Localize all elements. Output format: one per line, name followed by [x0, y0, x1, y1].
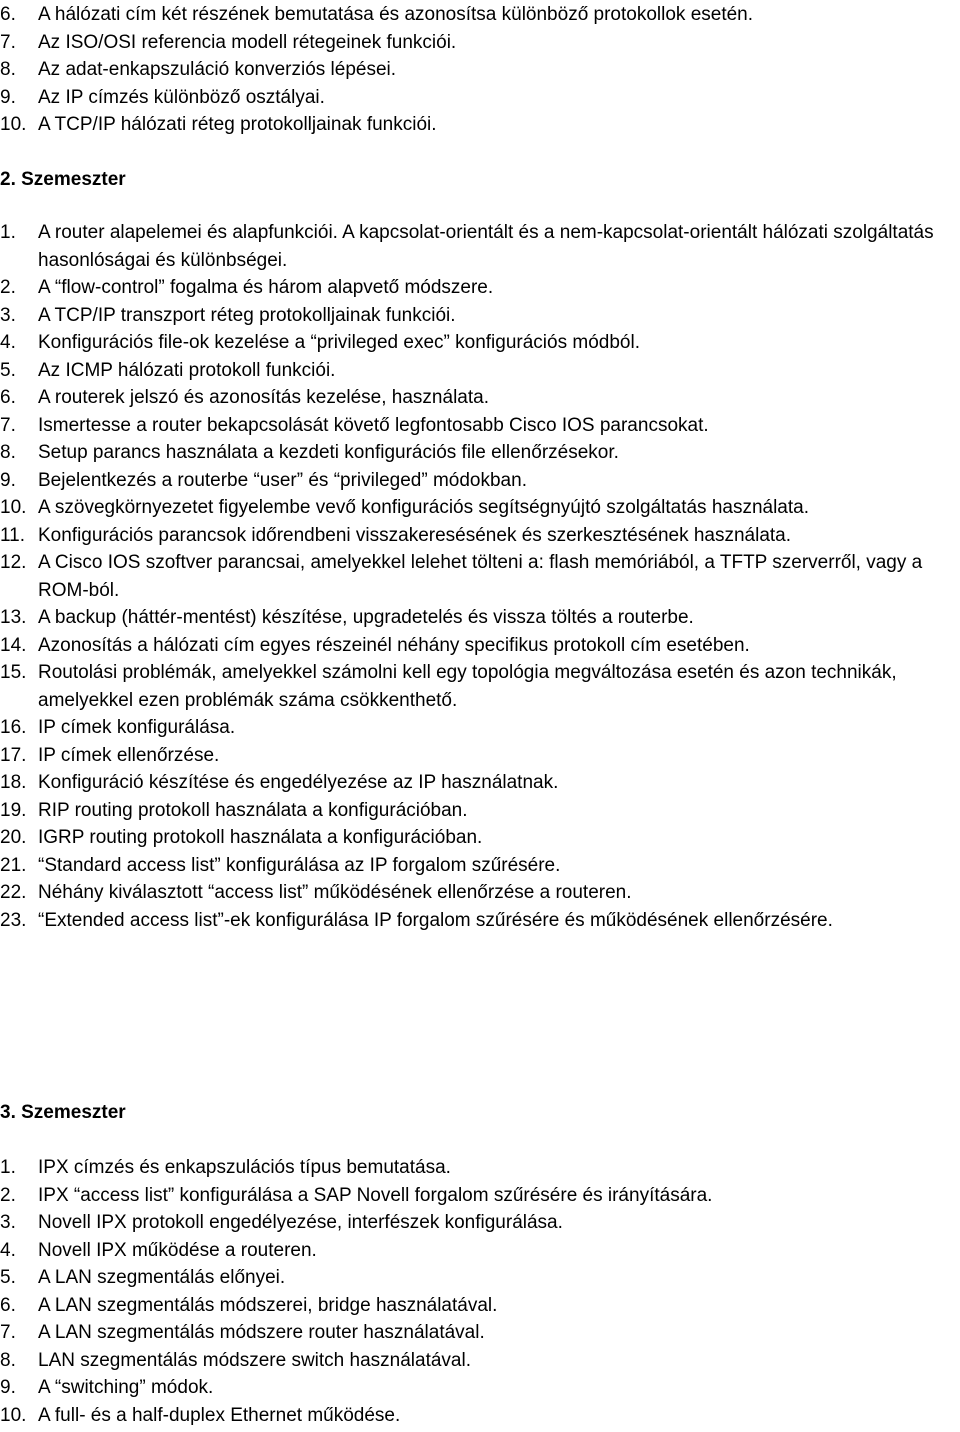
item-number: 1.	[0, 1157, 16, 1178]
list-item	[0, 84, 960, 112]
list-item	[0, 852, 960, 880]
item-number: 9.	[0, 469, 16, 491]
item-text: Az IP címzés különböző osztályai.	[38, 86, 325, 108]
list-item	[0, 357, 960, 385]
item-number: 13.	[0, 607, 27, 628]
item-number: 2.	[0, 1184, 16, 1206]
item-number: 18.	[0, 772, 27, 793]
item-number: 14.	[0, 634, 27, 656]
item-text: Azonosítás a hálózati cím egyes részeinél néhány specifikus protokoll cím esetében.	[38, 634, 750, 656]
item-number: 12.	[0, 552, 27, 573]
list-item	[0, 797, 960, 825]
item-text: Konfiguráció készítése és engedélyezése az IP használatnak.	[38, 772, 559, 793]
item-number: 21.	[0, 854, 27, 876]
list-item	[0, 219, 960, 274]
item-number: 6.	[0, 4, 16, 25]
item-number: 10.	[0, 114, 27, 135]
list-item	[0, 907, 960, 935]
item-text: A Cisco IOS szoftver parancsai, amelyekkel lelehet tölteni a: flash memóriából, a TFTP szerverről, vagy a ROM-ból.	[38, 552, 923, 601]
item-text: “Standard access list” konfigurálása az IP forgalom szűrésére.	[38, 854, 561, 876]
item-number: 10.	[0, 497, 27, 518]
item-text: A LAN szegmentálás módszere router használatával.	[38, 1322, 485, 1343]
item-text: RIP routing protokoll használata a konfigurációban.	[38, 799, 468, 821]
item-text: Ismertesse a router bekapcsolását követő legfontosabb Cisco IOS parancsokat.	[38, 414, 709, 436]
list-item	[0, 412, 960, 440]
item-number: 9.	[0, 86, 16, 108]
item-number: 11.	[0, 524, 26, 546]
item-text: Routolási problémák, amelyekkel számolni kell egy topológia megváltozása esetén és azon technikák, amelyekkel ezen problémák száma csökkenthető.	[38, 662, 897, 711]
list-item	[0, 1319, 960, 1347]
list-item	[0, 1154, 960, 1182]
list-item	[0, 1, 960, 29]
list-item	[0, 1237, 960, 1265]
list-item	[0, 769, 960, 797]
item-number: 3.	[0, 304, 16, 326]
list-item	[0, 1374, 960, 1402]
item-text: Konfigurációs file-ok kezelése a “privileged exec” konfigurációs módból.	[38, 332, 640, 353]
item-number: 7.	[0, 414, 16, 436]
item-number: 4.	[0, 332, 16, 353]
list-item	[0, 1182, 960, 1210]
item-text: A szövegkörnyezetet figyelembe vevő konfigurációs segítségnyújtó szolgáltatás használata.	[38, 497, 810, 518]
item-number: 19.	[0, 799, 27, 821]
list-item	[0, 439, 960, 467]
list-item	[0, 111, 960, 139]
item-text: IGRP routing protokoll használata a konfigurációban.	[38, 827, 483, 848]
item-text: IPX címzés és enkapszulációs típus bemutatása.	[38, 1157, 451, 1178]
item-text: Néhány kiválasztott “access list” működésének ellenőrzése a routeren.	[38, 882, 632, 903]
section-heading-semester-3: 3. Szemeszter	[0, 1102, 126, 1123]
item-number: 22.	[0, 882, 27, 903]
list-item	[0, 549, 960, 604]
list-item	[0, 329, 960, 357]
item-number: 17.	[0, 744, 27, 766]
topic-list-semester-2	[0, 219, 960, 934]
item-text: IPX “access list” konfigurálása a SAP Novell forgalom szűrésére és irányítására.	[38, 1184, 713, 1206]
topic-list-continued	[0, 1, 960, 139]
list-item	[0, 824, 960, 852]
list-item	[0, 522, 960, 550]
item-text: Az ICMP hálózati protokoll funkciói.	[38, 359, 336, 381]
topic-list-semester-3	[0, 1154, 960, 1429]
item-number: 10.	[0, 1404, 27, 1426]
item-text: A hálózati cím két részének bemutatása és azonosítsa különböző protokollok esetén.	[38, 4, 754, 25]
item-number: 8.	[0, 59, 16, 80]
list-item	[0, 467, 960, 495]
item-text: A routerek jelszó és azonosítás kezelése, használata.	[38, 387, 489, 408]
list-item	[0, 714, 960, 742]
item-text: LAN szegmentálás módszere switch használatával.	[38, 1349, 471, 1371]
item-text: A LAN szegmentálás módszerei, bridge használatával.	[38, 1294, 498, 1316]
item-number: 16.	[0, 717, 27, 738]
item-number: 5.	[0, 1267, 16, 1288]
item-text: A router alapelemei és alapfunkciói. A kapcsolat-orientált és a nem-kapcsolat-orientált hálózati szolgáltatás hasonlóságai és különbségei.	[38, 222, 934, 271]
item-number: 8.	[0, 1349, 16, 1371]
list-item	[0, 1347, 960, 1375]
item-number: 15.	[0, 662, 27, 683]
item-number: 5.	[0, 359, 16, 381]
item-text: A backup (háttér-mentést) készítése, upgradetelés és vissza töltés a routerbe.	[38, 607, 694, 628]
item-number: 2.	[0, 277, 16, 298]
item-number: 6.	[0, 387, 16, 408]
item-number: 8.	[0, 442, 16, 463]
item-text: A “switching” módok.	[38, 1377, 214, 1398]
item-text: Setup parancs használata a kezdeti konfigurációs file ellenőrzésekor.	[38, 442, 619, 463]
item-text: Az ISO/OSI referencia modell rétegeinek funkciói.	[38, 31, 457, 53]
item-text: IP címek ellenőrzése.	[38, 744, 220, 766]
list-item	[0, 1402, 960, 1430]
item-text: Novell IPX működése a routeren.	[38, 1239, 317, 1261]
item-text: Az adat-enkapszuláció konverziós lépései.	[38, 59, 397, 80]
list-item	[0, 879, 960, 907]
list-item	[0, 604, 960, 632]
item-number: 3.	[0, 1212, 16, 1233]
item-number: 20.	[0, 827, 27, 848]
item-text: IP címek konfigurálása.	[38, 717, 236, 738]
item-text: A full- és a half-duplex Ethernet működése.	[38, 1404, 401, 1426]
item-number: 7.	[0, 31, 16, 53]
section-heading-semester-2: 2. Szemeszter	[0, 169, 126, 190]
list-item	[0, 632, 960, 660]
item-text: A LAN szegmentálás előnyei.	[38, 1267, 286, 1288]
list-item	[0, 659, 960, 714]
list-item	[0, 274, 960, 302]
list-item	[0, 302, 960, 330]
list-item	[0, 494, 960, 522]
list-item	[0, 1292, 960, 1320]
item-text: A TCP/IP transzport réteg protokolljainak funkciói.	[38, 304, 456, 326]
item-text: Bejelentkezés a routerbe “user” és “privileged” módokban.	[38, 469, 527, 491]
item-number: 6.	[0, 1294, 16, 1316]
item-number: 7.	[0, 1322, 16, 1343]
list-item	[0, 1209, 960, 1237]
item-number: 9.	[0, 1377, 16, 1398]
list-item	[0, 56, 960, 84]
item-number: 4.	[0, 1239, 16, 1261]
list-item	[0, 29, 960, 57]
item-text: Novell IPX protokoll engedélyezése, interfészek konfigurálása.	[38, 1212, 563, 1233]
item-text: A “flow-control” fogalma és három alapvető módszere.	[38, 277, 494, 298]
list-item	[0, 742, 960, 770]
list-item	[0, 384, 960, 412]
item-text: Konfigurációs parancsok időrendbeni visszakeresésének és szerkesztésének használata.	[38, 524, 792, 546]
item-text: “Extended access list”-ek konfigurálása IP forgalom szűrésére és működésének ellenőrzésére.	[38, 909, 833, 931]
item-number: 1.	[0, 222, 16, 243]
item-text: A TCP/IP hálózati réteg protokolljainak funkciói.	[38, 114, 437, 135]
list-item	[0, 1264, 960, 1292]
item-number: 23.	[0, 909, 27, 931]
